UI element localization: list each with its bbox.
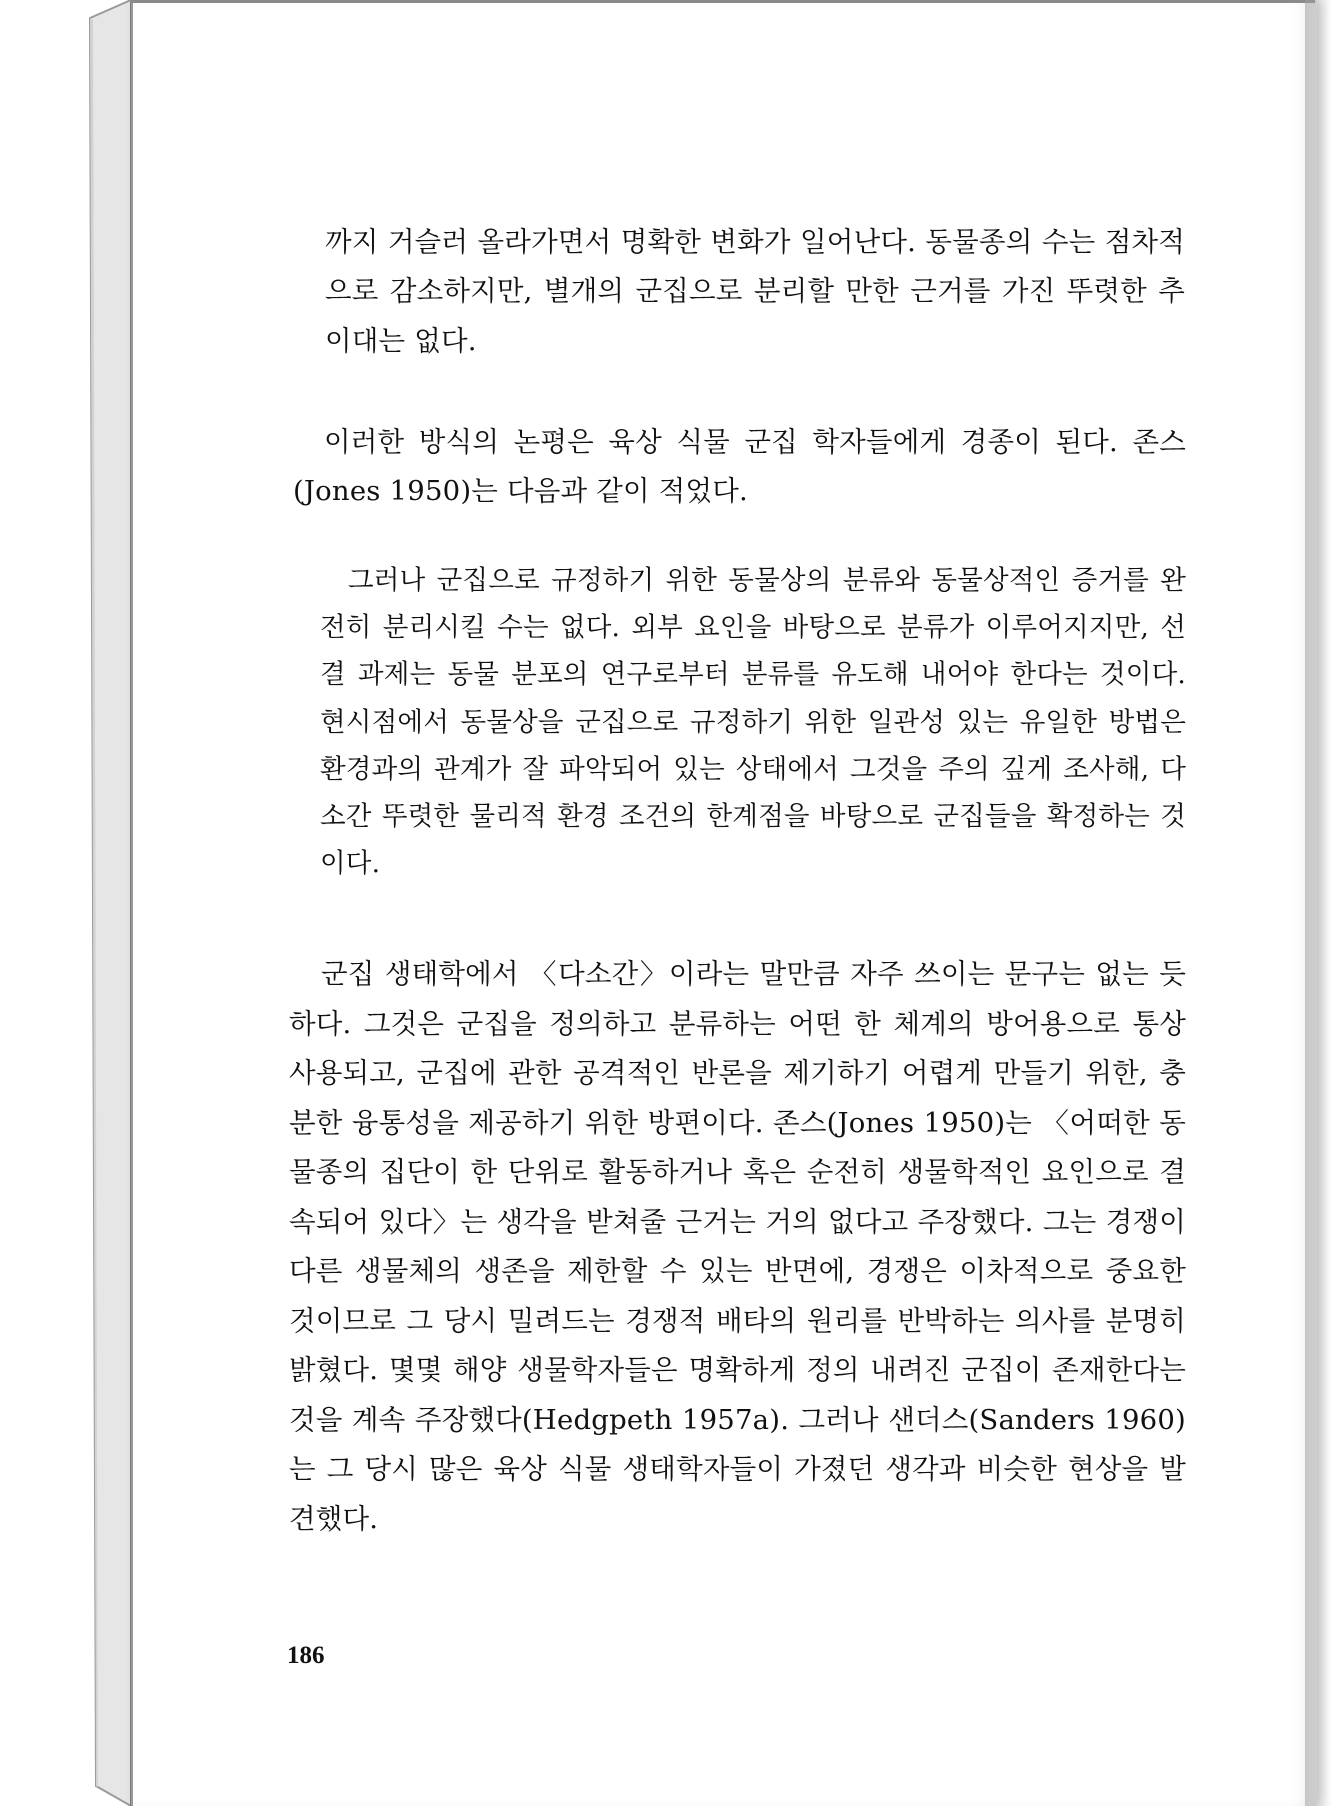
paragraph-1: 까지 거슬러 올라가면서 명확한 변화가 일어난다. 동물종의 수는 점차적으로 감소하지만, 별개의 군집으로 분리할 만한 근거를 가진 뚜렷한 추이대는 없다. [325,226,1185,357]
page-right-shadow [1305,0,1332,1806]
paragraph-2: 이러한 방식의 논평은 육상 식물 군집 학자들에게 경종이 된다. 존스(Jones 1950)는 다음과 같이 적었다. [293,426,1186,508]
page-top-edge [131,0,1315,3]
page-number: 186 [287,1642,325,1669]
block-quote: 그러나 군집으로 규정하기 위한 동물상의 분류와 동물상적인 증거를 완전히 분리시킬 수는 없다. 외부 요인을 바탕으로 분류가 이루어지지만, 선결 과제는 동물 분포의 연구로부터 분류를 유도해 내어야 한다는 것이다. 현시점에서 동물상을 군집으로 규정하기 위한 일관성 있는 유일한 방법은 환경과의 관계가 잘 파악되어 있는 상태에서 그것을 주의 깊게 조사해, 다소간 뚜렷한 물리적 환경 조건의 한계점을 바탕으로 군집들을 확정하는 것이다. [320,565,1186,880]
paragraph-4: 군집 생태학에서 〈다소간〉이라는 말만큼 자주 쓰이는 문구는 없는 듯하다. 그것은 군집을 정의하고 분류하는 어떤 한 체계의 방어용으로 통상 사용되고, 군집에 관한 공격적인 반론을 제기하기 어렵게 만들기 위한, 충분한 융통성을 제공하기 위한 방편이다. 존스(Jones 1950)는 〈어떠한 동물종의 집단이 한 단위로 활동하거나 혹은 순전히 생물학적인 요인으로 결속되어 있다〉는 생각을 받쳐줄 근거는 거의 없다고 주장했다. 그는 경쟁이 다른 생물체의 생존을 제한할 수 있는 반면에, 경쟁은 이차적으로 중요한 것이므로 그 당시 밀려드는 경쟁적 배타의 원리를 반박하는 의사를 분명히 밝혔다. 몇몇 해양 생물학자들은 명확하게 정의 내려진 군집이 존재한다는 것을 계속 주장했다(Hedgpeth 1957a). 그러나 샌더스(Sanders 1960)는 그 당시 많은 육상 식물 생태학자들이 가졌던 생각과 비슷한 현상을 발견했다. [289,958,1186,1535]
